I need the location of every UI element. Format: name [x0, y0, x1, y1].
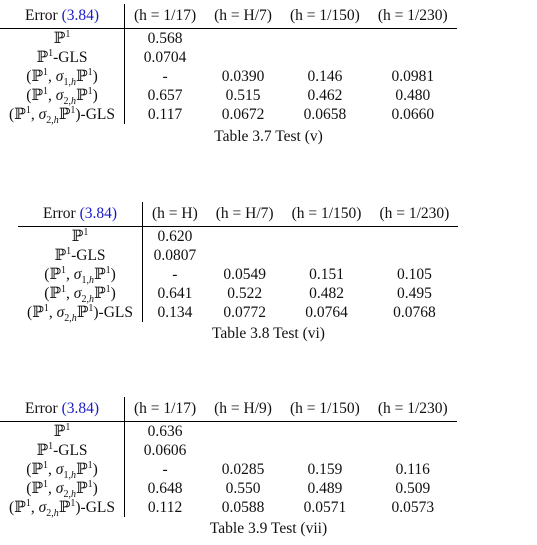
table-caption: Table 3.8 Test (vi)	[212, 325, 325, 342]
cell-value: 0.636	[147, 423, 183, 440]
cell-value: 0.657	[147, 87, 183, 104]
row-label-p1-sigma2: (ℙ$^1$, $\sigma_{2,h}ℙ^1$)	[0, 86, 125, 105]
cell-value: 0.489	[307, 480, 343, 497]
column-header: (h = H/9)	[205, 397, 281, 422]
cell-value: 0.105	[396, 266, 432, 283]
cell-value: -	[162, 461, 168, 478]
table-row	[0, 67, 457, 86]
table-row	[0, 105, 457, 124]
table-header-row	[0, 397, 457, 422]
column-header: (h = 1/230)	[369, 4, 457, 29]
table-3-9-block	[0, 397, 537, 520]
cell-value: 0.0704	[143, 49, 187, 66]
cell-value: 0.0672	[221, 106, 265, 123]
cell-value	[207, 246, 283, 265]
cell-value	[370, 227, 458, 247]
cell-value: 0.112	[147, 499, 183, 516]
column-header: (h = 1/150)	[281, 4, 369, 29]
cell-value: 0.482	[309, 285, 344, 302]
cell-value: 0.0588	[221, 499, 265, 516]
cell-value	[369, 441, 457, 460]
cell-value	[207, 227, 283, 247]
cell-value: 0.550	[225, 480, 261, 497]
cell-value	[281, 48, 369, 67]
row-label-p1-sigma1: (ℙ$^1$, $\sigma_{1,h}ℙ^1$)	[0, 67, 125, 86]
cell-value	[369, 422, 457, 442]
cell-value	[283, 246, 371, 265]
equation-ref-link[interactable]: (3.84)	[61, 7, 100, 24]
column-header: (h = 1/230)	[370, 202, 458, 227]
table-row	[0, 48, 457, 67]
row-label-p1-gls: ℙ$^1$-GLS	[18, 246, 143, 265]
cell-value	[205, 29, 281, 49]
cell-value: 0.117	[147, 106, 183, 123]
equation-ref-link[interactable]: (3.84)	[61, 400, 100, 417]
error-header: Error (3.84)	[18, 202, 143, 227]
cell-value: 0.462	[307, 87, 343, 104]
cell-value: 0.0768	[393, 304, 436, 321]
column-header: (h = H/7)	[207, 202, 283, 227]
column-header: (h = 1/150)	[283, 202, 371, 227]
cell-value: 0.0764	[305, 304, 348, 321]
cell-value: 0.159	[307, 461, 343, 478]
row-label-p1-sigma2-gls: (ℙ$^1$, $\sigma_{2,h}ℙ^1$)-GLS	[0, 105, 125, 124]
row-label-p1: ℙ$^1$	[18, 227, 143, 247]
cell-value	[205, 422, 281, 442]
cell-value: 0.0573	[391, 499, 435, 516]
table-row	[0, 498, 457, 517]
error-header: Error (3.84)	[0, 4, 125, 29]
table-row	[0, 422, 457, 442]
row-label-p1-sigma1: (ℙ$^1$, $\sigma_{1,h}ℙ^1$)	[18, 265, 143, 284]
table-header-row	[18, 202, 458, 227]
cell-value: -	[172, 266, 178, 283]
row-label-p1-sigma1: (ℙ$^1$, $\sigma_{1,h}ℙ^1$)	[0, 460, 125, 479]
row-label-p1: ℙ$^1$	[0, 422, 125, 442]
cell-value: 0.134	[157, 304, 193, 321]
cell-value: 0.568	[147, 30, 183, 47]
table-caption: Table 3.7 Test (v)	[214, 128, 323, 145]
column-header: (h = 1/17)	[125, 4, 206, 29]
results-table-3-9	[0, 397, 457, 520]
cell-value: 0.0981	[391, 68, 435, 85]
row-label-p1-gls: ℙ$^1$-GLS	[0, 441, 125, 460]
table-row	[18, 284, 458, 303]
row-label-p1-sigma2-gls: (ℙ$^1$, $\sigma_{2,h}ℙ^1$)-GLS	[0, 498, 125, 517]
cell-value: 0.0606	[143, 442, 187, 459]
cell-value: 0.515	[225, 87, 261, 104]
cell-value: 0.620	[157, 228, 193, 245]
row-label-p1-sigma2: (ℙ$^1$, $\sigma_{2,h}ℙ^1$)	[0, 479, 125, 498]
table-row	[18, 265, 458, 284]
table-row	[0, 441, 457, 460]
table-row	[18, 246, 458, 265]
table-row	[0, 29, 457, 49]
cell-value: 0.146	[307, 68, 343, 85]
cell-value	[281, 422, 369, 442]
cell-value	[369, 48, 457, 67]
cell-value: 0.0390	[221, 68, 265, 85]
table-row	[0, 479, 457, 498]
row-label-p1: ℙ$^1$	[0, 29, 125, 49]
cell-value: 0.0571	[303, 499, 347, 516]
equation-ref-link[interactable]: (3.84)	[79, 205, 118, 222]
table-3-8-block	[0, 202, 537, 325]
column-header: (h = H)	[143, 202, 207, 227]
row-label-p1-gls: ℙ$^1$-GLS	[0, 48, 125, 67]
cell-value	[369, 29, 457, 49]
column-header: (h = 1/17)	[125, 397, 206, 422]
cell-value: 0.522	[227, 285, 263, 302]
cell-value: 0.509	[395, 480, 431, 497]
cell-value	[281, 29, 369, 49]
table-row	[18, 227, 458, 247]
table-caption: Table 3.9 Test (vii)	[209, 520, 328, 537]
cell-value: 0.0658	[303, 106, 347, 123]
cell-value: 0.648	[147, 480, 183, 497]
column-header: (h = 1/230)	[369, 397, 457, 422]
cell-value	[283, 227, 371, 247]
table-row	[0, 86, 457, 105]
table-3-7-block	[0, 4, 537, 127]
cell-value	[205, 48, 281, 67]
cell-value: 0.0660	[391, 106, 435, 123]
cell-value: 0.151	[309, 266, 344, 283]
cell-value: 0.0549	[223, 266, 266, 283]
cell-value: -	[162, 68, 168, 85]
error-header: Error (3.84)	[0, 397, 125, 422]
column-header: (h = H/7)	[205, 4, 281, 29]
cell-value: 0.495	[396, 285, 432, 302]
cell-value: 0.0772	[223, 304, 266, 321]
row-label-p1-sigma2: (ℙ$^1$, $\sigma_{2,h}ℙ^1$)	[18, 284, 143, 303]
column-header: (h = 1/150)	[281, 397, 369, 422]
cell-value	[370, 246, 458, 265]
results-table-3-7	[0, 4, 457, 127]
results-table-3-8	[18, 202, 458, 325]
cell-value: 0.116	[395, 461, 430, 478]
cell-value	[281, 441, 369, 460]
table-header-row	[0, 4, 457, 29]
table-row	[0, 460, 457, 479]
cell-value	[205, 441, 281, 460]
row-label-p1-sigma2-gls: (ℙ$^1$, $\sigma_{2,h}ℙ^1$)-GLS	[18, 303, 143, 322]
cell-value: 0.480	[395, 87, 431, 104]
cell-value: 0.0807	[153, 247, 197, 264]
table-row	[18, 303, 458, 322]
cell-value: 0.0285	[221, 461, 265, 478]
cell-value: 0.641	[157, 285, 193, 302]
